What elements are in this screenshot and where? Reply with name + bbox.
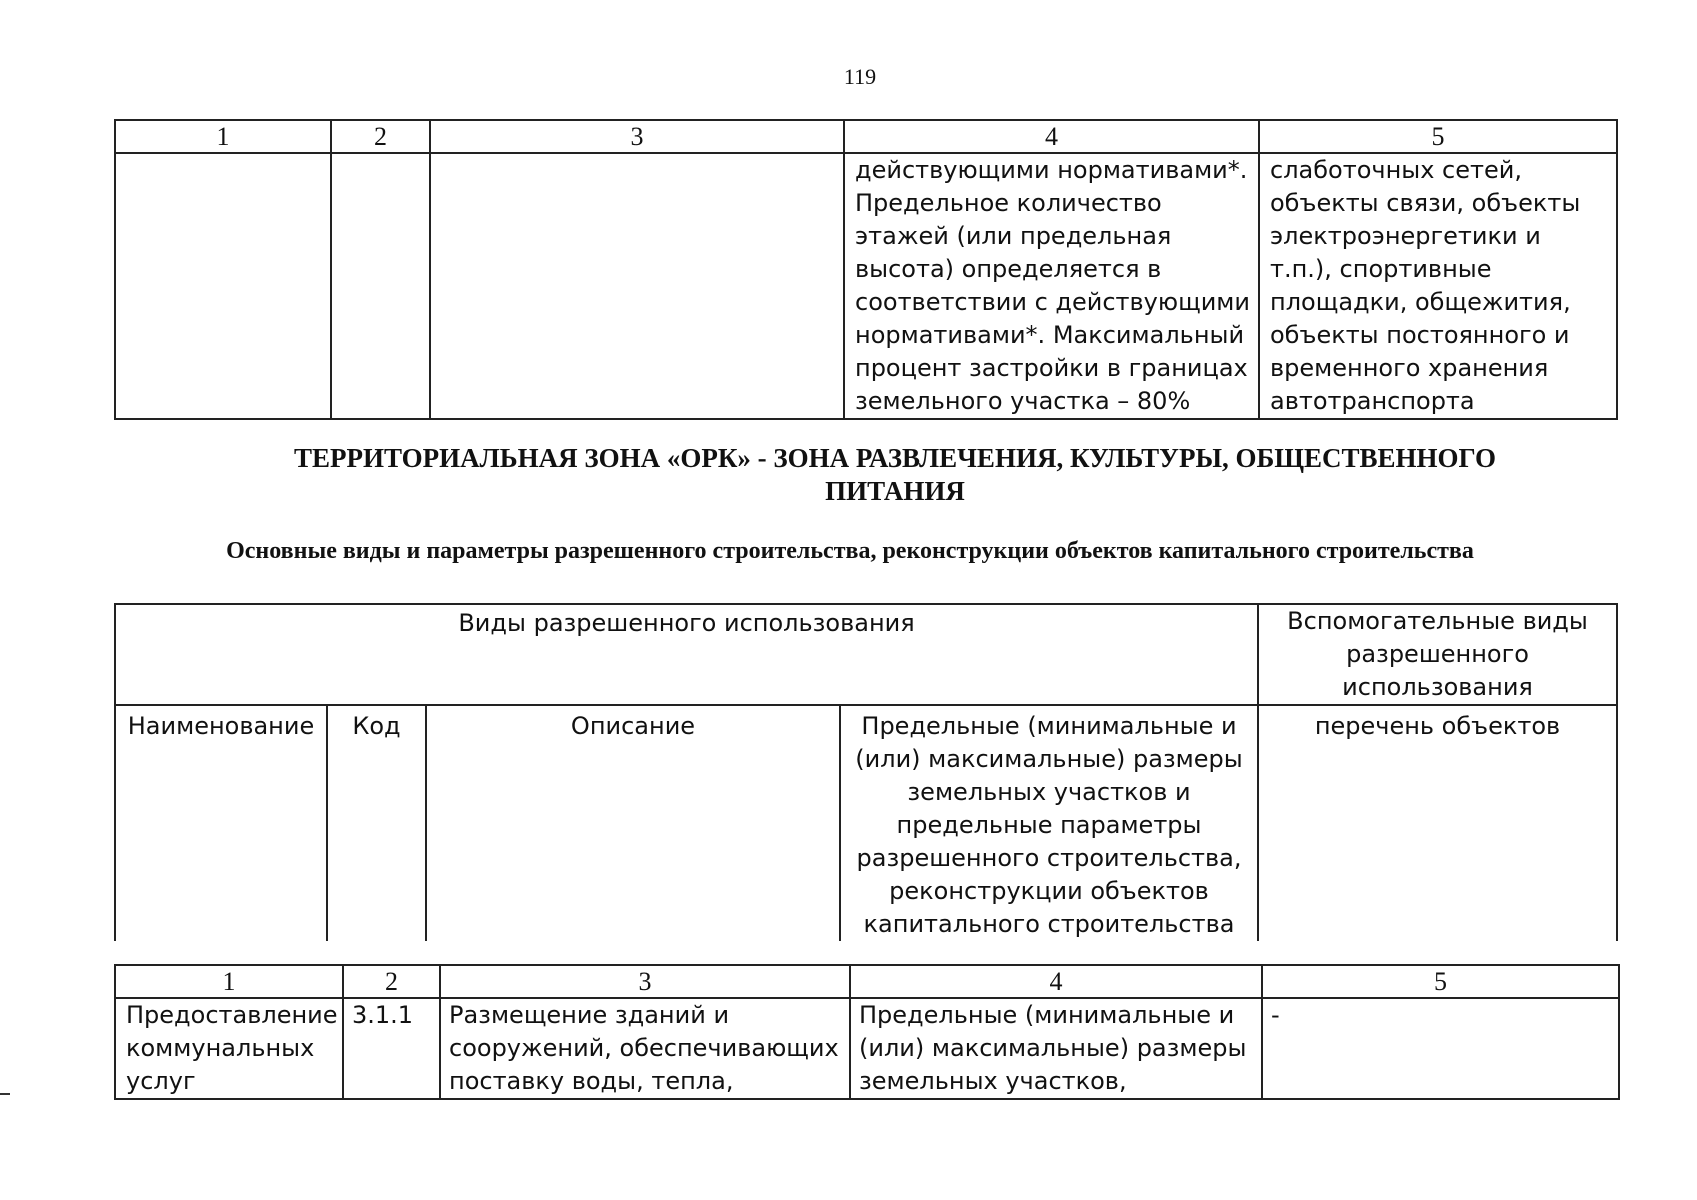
column-number-4: 4 [850, 965, 1262, 998]
column-number-3: 3 [430, 120, 844, 153]
page-number: 119 [843, 64, 877, 89]
continuation-limits-cell: действующими нормативами*. Предельное количество этажей (или предельная высота) определяется в соответствии с действующими нормативами*. Максимальный процент застройки в границах земельного участка – 80% [844, 153, 1259, 419]
column-number-row [115, 120, 1617, 153]
margin-dash [0, 1093, 10, 1095]
main-uses-table [114, 964, 1620, 1100]
header-column-row [115, 705, 1617, 941]
main-uses-group-header: Виды разрешенного использования [115, 604, 1258, 705]
continuation-objects-cell: слаботочных сетей, объекты связи, объекты электроэнергетики и т.п.), спортивные площадки, общежития, объекты постоянного и временного хранения автотранспорта [1259, 153, 1617, 419]
continuation-row [115, 153, 1617, 419]
row-objects-cell: - [1262, 998, 1619, 1099]
header-group-row [115, 604, 1617, 705]
header-table [114, 603, 1618, 941]
objects-column-header: перечень объектов [1258, 705, 1617, 941]
continuation-description-cell [430, 153, 844, 419]
row-name-cell: Предоставление коммунальных услуг [115, 998, 343, 1099]
zone-title: ТЕРРИТОРИАЛЬНАЯ ЗОНА «ОРК» - ЗОНА РАЗВЛЕЧЕНИЯ, КУЛЬТУРЫ, ОБЩЕСТВЕННОГО ПИТАНИЯ [293, 443, 1497, 506]
auxiliary-uses-group-header: Вспомогательные виды разрешенного использования [1258, 604, 1617, 705]
code-column-header: Код [327, 705, 426, 941]
column-number-2: 2 [331, 120, 430, 153]
column-number-1: 1 [115, 120, 331, 153]
column-number-2: 2 [343, 965, 440, 998]
column-number-1: 1 [115, 965, 343, 998]
column-number-3: 3 [440, 965, 850, 998]
limits-column-header: Предельные (минимальные и (или) максимальные) размеры земельных участков и предельные параметры разрешенного строительства, реконструкции объектов капитального строительства [840, 705, 1258, 941]
column-number-4: 4 [844, 120, 1259, 153]
column-number-5: 5 [1262, 965, 1619, 998]
row-code-cell: 3.1.1 [343, 998, 440, 1099]
continuation-code-cell [331, 153, 430, 419]
column-number-5: 5 [1259, 120, 1617, 153]
table-row [115, 998, 1619, 1099]
row-limits-cell: Предельные (минимальные и (или) максимальные) размеры земельных участков, [850, 998, 1262, 1099]
row-description-cell: Размещение зданий и сооружений, обеспечивающих поставку воды, тепла, [440, 998, 850, 1099]
continuation-table [114, 119, 1618, 420]
section-subtitle: Основные виды и параметры разрешенного строительства, реконструкции объектов капитального строительства [226, 538, 1474, 564]
column-number-row [115, 965, 1619, 998]
description-column-header: Описание [426, 705, 840, 941]
continuation-name-cell [115, 153, 331, 419]
name-column-header: Наименование [115, 705, 327, 941]
